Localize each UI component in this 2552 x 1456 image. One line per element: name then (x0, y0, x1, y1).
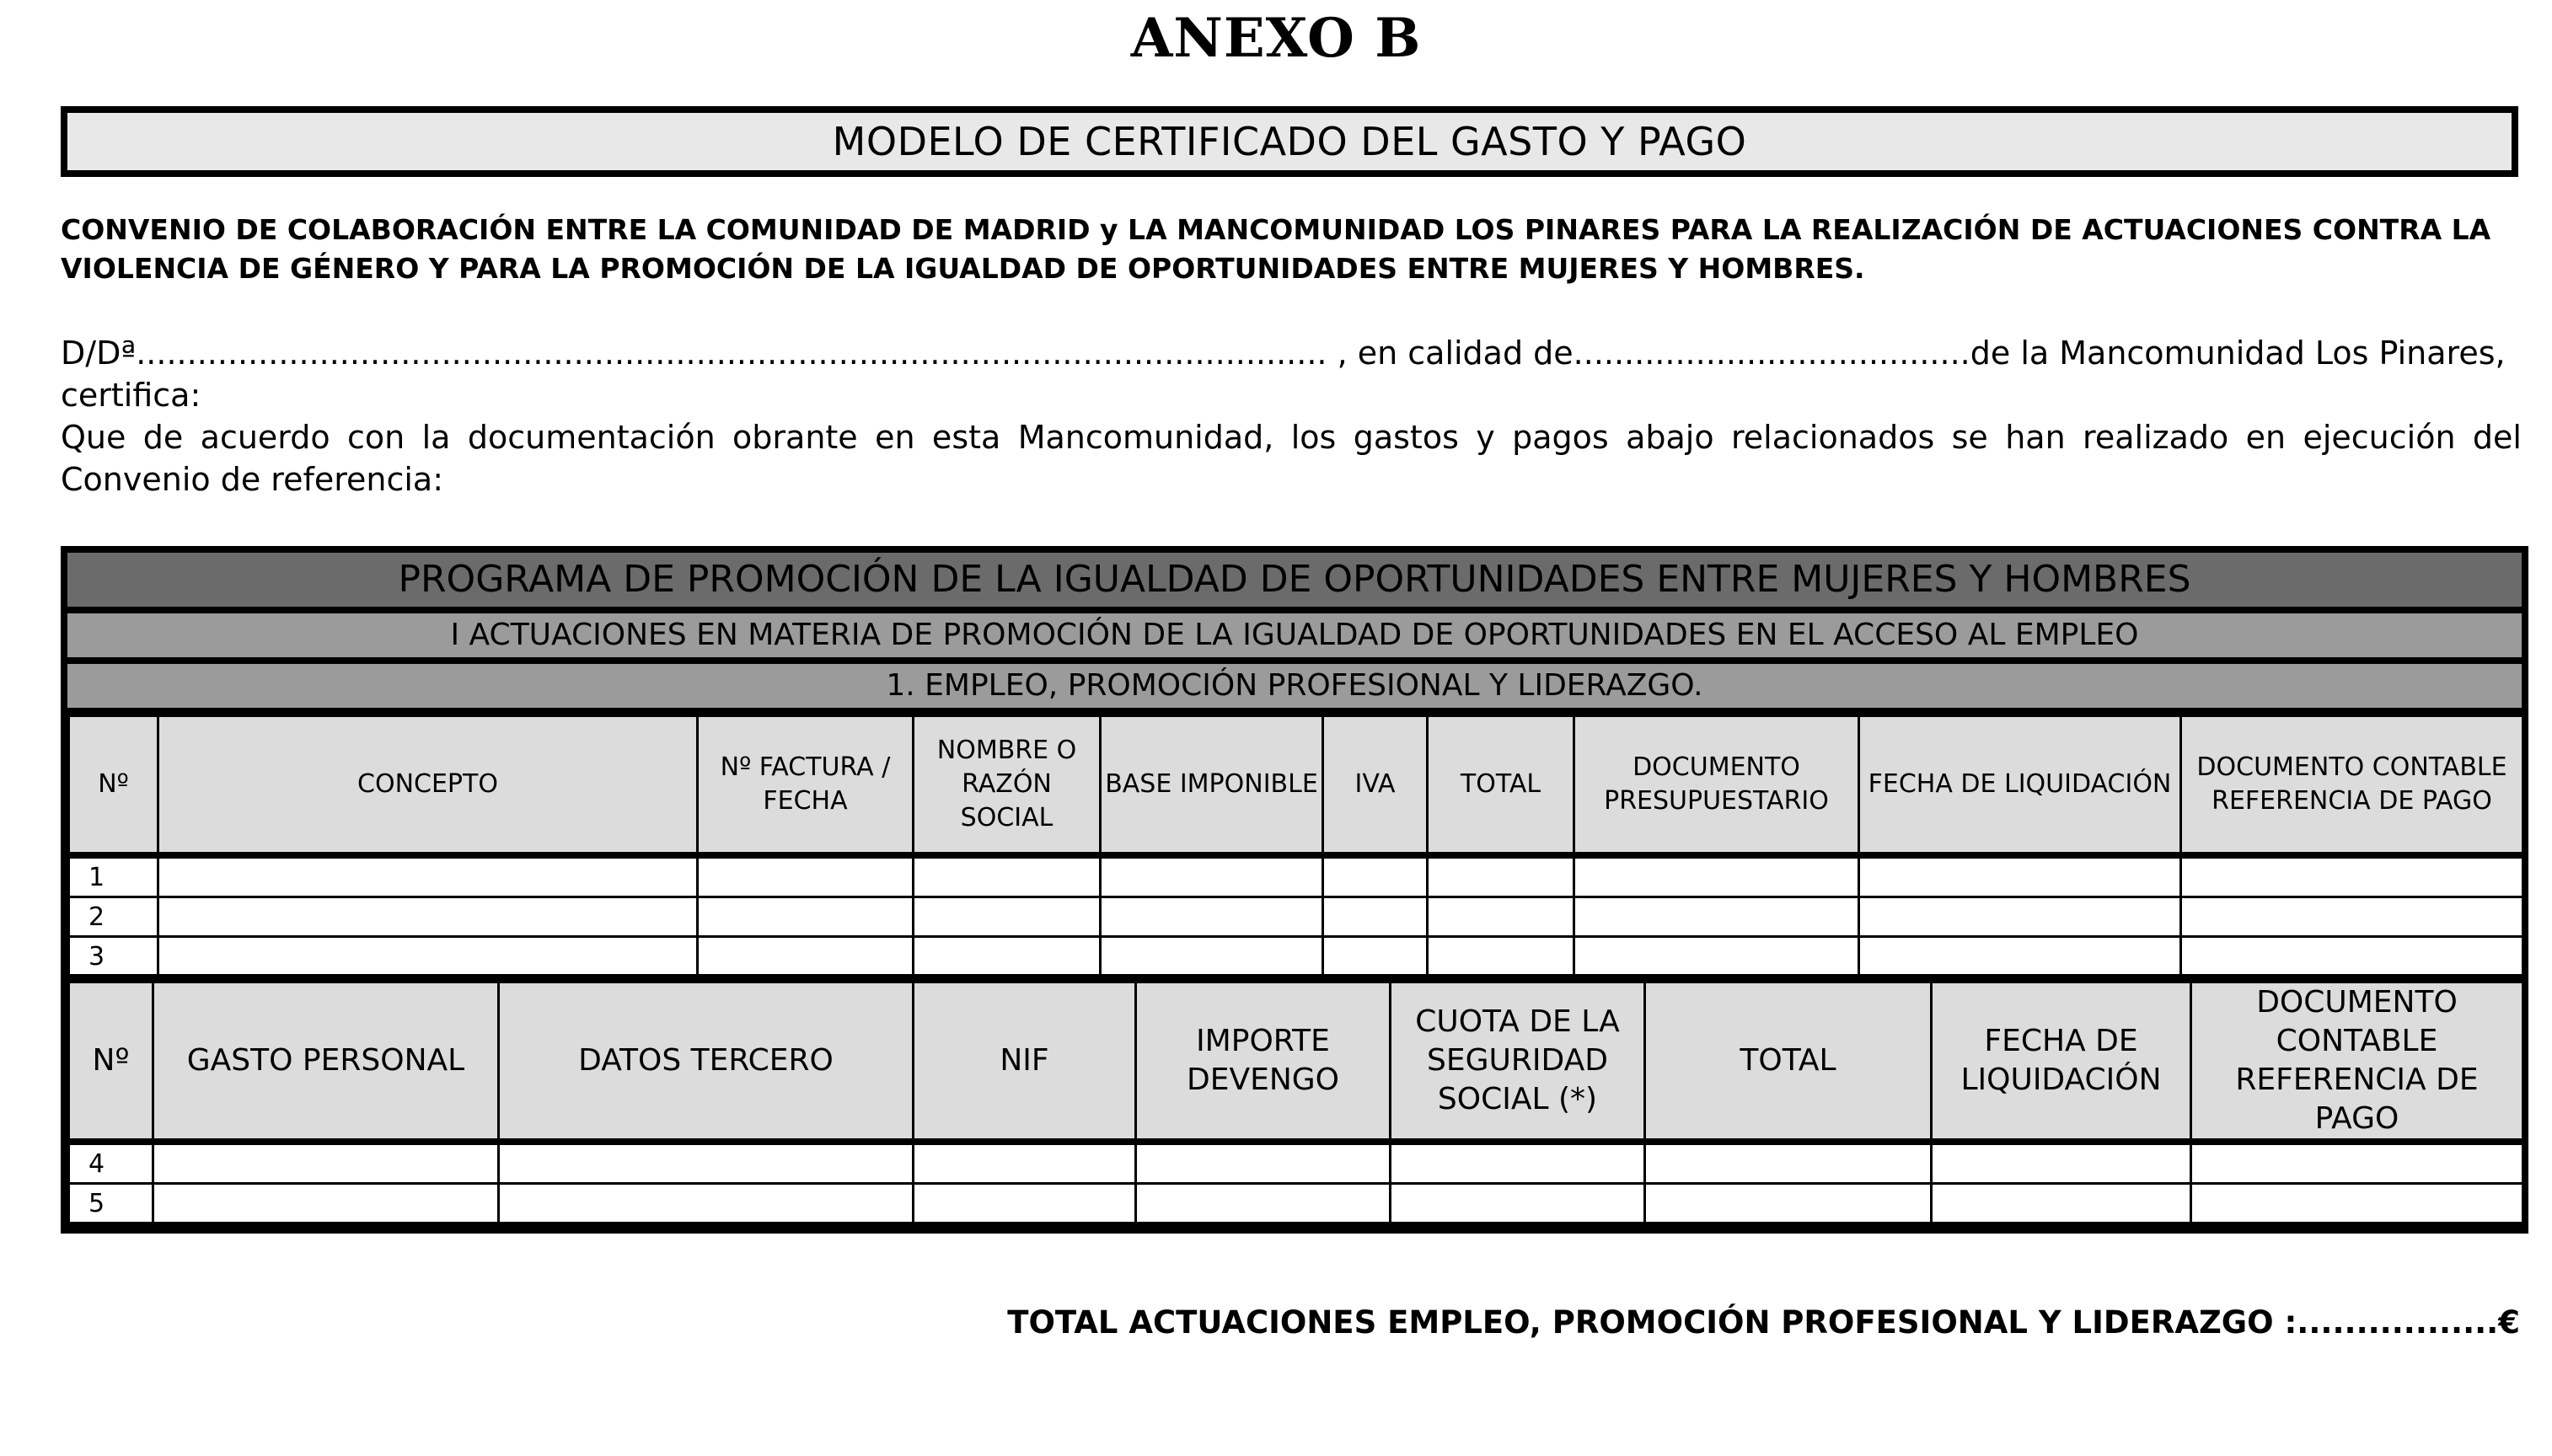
table-row (69, 855, 2523, 897)
cell-total[interactable] (1645, 1142, 1932, 1184)
cell-doc-contable[interactable] (2191, 1184, 2523, 1223)
header-base-imponible: BASE IMPONIBLE (1101, 716, 1323, 856)
cell-fecha[interactable] (1932, 1142, 2191, 1184)
cell-datos-tercero[interactable] (499, 1184, 914, 1223)
cell-doc-contable[interactable] (2181, 855, 2523, 897)
cell-fecha[interactable] (1859, 855, 2181, 897)
certificate-name-role: D/Dª..................................................................................................................... , en calidad de.......................................de la Mancomunidad Los Pinares, (61, 335, 2506, 372)
expense-table (61, 546, 2528, 1234)
row-number: 2 (69, 897, 158, 937)
header-fecha-liquidacion: FECHA DE LIQUIDACIÓN (1859, 716, 2181, 856)
cell-gasto-personal[interactable] (153, 1142, 499, 1184)
section-band: 1. EMPLEO, PROMOCIÓN PROFESIONAL Y LIDERAZGO. (67, 664, 2522, 708)
invoice-table (67, 715, 2524, 977)
cell-iva[interactable] (1323, 855, 1428, 897)
cell-base[interactable] (1101, 937, 1323, 977)
cell-factura[interactable] (698, 937, 914, 977)
header-factura: Nº FACTURA / FECHA (698, 716, 914, 856)
personnel-table (67, 981, 2524, 1224)
table-row (69, 937, 2523, 977)
header-datos-tercero: DATOS TERCERO (499, 982, 914, 1143)
convenio-heading: CONVENIO DE COLABORACIÓN ENTRE LA COMUNIDAD DE MADRID y LA MANCOMUNIDAD LOS PINARES PARA LA REALIZACIÓN DE ACTUACIONES CONTRA LA VIOLENCIA DE GÉNERO Y PARA LA PROMOCIÓN DE LA IGUALDAD DE OPORTUNIDADES ENTRE MUJERES Y HOMBRES. (61, 213, 2491, 285)
cell-nif[interactable] (914, 1142, 1136, 1184)
cell-base[interactable] (1101, 897, 1323, 937)
header-fecha-liquidacion: FECHA DE LIQUIDACIÓN (1932, 982, 2191, 1143)
header-doc-contable: DOCUMENTO CONTABLE REFERENCIA DE PAGO (2191, 982, 2523, 1143)
cell-concepto[interactable] (158, 855, 698, 897)
action-band: I ACTUACIONES EN MATERIA DE PROMOCIÓN DE LA IGUALDAD DE OPORTUNIDADES EN EL ACCESO AL EMPLEO (67, 613, 2522, 657)
cell-razon-social[interactable] (914, 897, 1101, 937)
header-total: TOTAL (1645, 982, 1932, 1143)
cell-importe[interactable] (1136, 1142, 1391, 1184)
row-number: 5 (69, 1184, 153, 1223)
cell-total[interactable] (1645, 1184, 1932, 1223)
cell-doc-contable[interactable] (2191, 1142, 2523, 1184)
cell-total[interactable] (1428, 897, 1574, 937)
cell-gasto-personal[interactable] (153, 1184, 499, 1223)
header-nif: NIF (914, 982, 1136, 1143)
total-line: TOTAL ACTUACIONES EMPLEO, PROMOCIÓN PROFESIONAL Y LIDERAZGO :.................€ (1007, 1304, 2520, 1341)
header-importe-devengo: IMPORTE DEVENGO (1136, 982, 1391, 1143)
cell-concepto[interactable] (158, 937, 698, 977)
table-row (69, 897, 2523, 937)
table-separator (67, 974, 2522, 981)
row-number: 1 (69, 855, 158, 897)
header-num: Nº (69, 982, 153, 1143)
cell-cuota[interactable] (1391, 1184, 1645, 1223)
cell-factura[interactable] (698, 855, 914, 897)
cell-total[interactable] (1428, 937, 1574, 977)
cell-base[interactable] (1101, 855, 1323, 897)
header-doc-presupuestario: DOCUMENTO PRESUPUESTARIO (1574, 716, 1859, 856)
annex-title: ANEXO B (1130, 7, 1422, 70)
cell-razon-social[interactable] (914, 855, 1101, 897)
certificate-line-1 (61, 332, 2522, 374)
model-title-box: MODELO DE CERTIFICADO DEL GASTO Y PAGO (61, 106, 2518, 177)
header-num: Nº (69, 716, 158, 856)
header-concepto: CONCEPTO (158, 716, 698, 856)
certificate-statement: Que de acuerdo con la documentación obrante en esta Mancomunidad, los gastos y pagos abajo relacionados se han realizado en ejecución del Convenio de referencia: (61, 419, 2522, 498)
cell-total[interactable] (1428, 855, 1574, 897)
table-row (69, 1184, 2523, 1223)
header-cuota-ss: CUOTA DE LA SEGURIDAD SOCIAL (*) (1391, 982, 1645, 1143)
certificate-certifica: certifica: (61, 377, 201, 414)
cell-datos-tercero[interactable] (499, 1142, 914, 1184)
header-razon-social: NOMBRE O RAZÓN SOCIAL (914, 716, 1101, 856)
cell-iva[interactable] (1323, 897, 1428, 937)
program-band: PROGRAMA DE PROMOCIÓN DE LA IGUALDAD DE OPORTUNIDADES ENTRE MUJERES Y HOMBRES (67, 553, 2522, 607)
cell-doc-contable[interactable] (2181, 937, 2523, 977)
row-number: 4 (69, 1142, 153, 1184)
cell-doc-presupuestario[interactable] (1574, 855, 1859, 897)
header-iva: IVA (1323, 716, 1428, 856)
cell-concepto[interactable] (158, 897, 698, 937)
cell-fecha[interactable] (1932, 1184, 2191, 1223)
cell-doc-presupuestario[interactable] (1574, 937, 1859, 977)
table-row (69, 1142, 2523, 1184)
cell-cuota[interactable] (1391, 1142, 1645, 1184)
cell-factura[interactable] (698, 897, 914, 937)
cell-importe[interactable] (1136, 1184, 1391, 1223)
invoice-header-row (69, 716, 2523, 856)
row-number: 3 (69, 937, 158, 977)
header-total: TOTAL (1428, 716, 1574, 856)
header-gasto-personal: GASTO PERSONAL (153, 982, 499, 1143)
cell-doc-contable[interactable] (2181, 897, 2523, 937)
cell-nif[interactable] (914, 1184, 1136, 1223)
cell-iva[interactable] (1323, 937, 1428, 977)
cell-fecha[interactable] (1859, 897, 2181, 937)
personnel-header-row (69, 982, 2523, 1143)
certificate-text (61, 332, 2522, 500)
cell-razon-social[interactable] (914, 937, 1101, 977)
cell-doc-presupuestario[interactable] (1574, 897, 1859, 937)
header-doc-contable: DOCUMENTO CONTABLE REFERENCIA DE PAGO (2181, 716, 2523, 856)
cell-fecha[interactable] (1859, 937, 2181, 977)
